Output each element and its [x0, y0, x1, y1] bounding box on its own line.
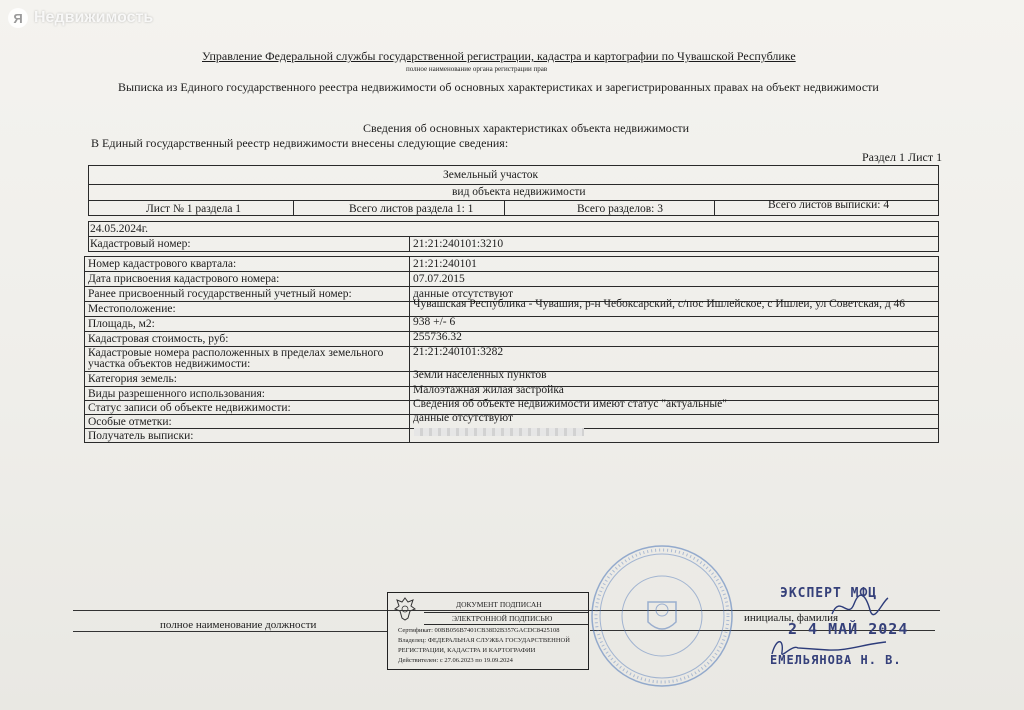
row-value: Земли населенных пунктов — [413, 369, 547, 381]
section-title: Сведения об основных характеристиках объекта недвижимости — [363, 121, 690, 135]
round-seal-icon — [588, 542, 736, 690]
agency-caption: полное наименование органа регистрации прав — [406, 65, 548, 73]
row-label: Местоположение: — [88, 303, 176, 315]
row-value: Малоэтажная жилая застройка — [413, 384, 564, 396]
row-value: данные отсутствуют — [413, 288, 513, 300]
cadastral-number: 21:21:240101:3210 — [413, 238, 504, 250]
eagle-emblem-icon — [394, 596, 416, 622]
object-type: Земельный участок — [443, 169, 539, 181]
row-label-line2: участка объектов недвижимости: — [88, 358, 251, 370]
document-title: Выписка из Единого государственного реестра недвижимости об основных характеристиках и зарегистрированных правах на объект недвижимости — [118, 80, 879, 94]
yandex-logo-icon: Я — [8, 8, 28, 28]
sheet-info-1: Лист № 1 раздела 1 — [146, 203, 242, 215]
row-label: Номер кадастрового квартала: — [88, 258, 237, 270]
stamp-name: ЕМЕЛЬЯНОВА Н. В. — [770, 653, 902, 667]
cadastral-label: Кадастровый номер: — [90, 238, 191, 250]
stamp-role: ЭКСПЕРТ МФЦ — [780, 586, 878, 601]
row-label: Категория земель: — [88, 373, 177, 385]
intro-text: В Единый государственный реестр недвижимости внесены следующие сведения: — [91, 136, 509, 150]
row-value: 21:21:240101:3282 — [413, 346, 504, 358]
esign-validity: Действителен: с 27.06.2023 по 19.09.2024 — [398, 657, 513, 664]
esign-certificate: Сертификат: 00BB056B7401CB38D2B357GACDC8425108 — [398, 627, 560, 634]
row-label: Особые отметки: — [88, 416, 172, 428]
position-caption: полное наименование должности — [160, 619, 317, 631]
agency-name: Управление Федеральной службы государственной регистрации, кадастра и картографии по Чувашской Республике — [202, 49, 796, 63]
handwritten-signature-icon — [768, 634, 888, 662]
row-label: Ранее присвоенный государственный учетный номер: — [88, 288, 352, 300]
sheet-info-4: Всего листов выписки: 4 — [768, 199, 890, 211]
row-value: Чувашская Республика - Чувашия, р-н Чебоксарский, с/пос Ишлейское, с Ишлеи, ул Советская, д 46 — [413, 298, 906, 310]
esign-owner-1: Владелец: ФЕДЕРАЛЬНАЯ СЛУЖБА ГОСУДАРСТВЕННОЙ — [398, 637, 570, 644]
row-label: Дата присвоения кадастрового номера: — [88, 273, 280, 285]
sheet-info-2: Всего листов раздела 1: 1 — [349, 203, 474, 215]
row-value: 07.07.2015 — [413, 273, 465, 285]
esign-owner-2: РЕГИСТРАЦИИ, КАДАСТРА И КАРТОГРАФИИ — [398, 647, 536, 654]
row-label: Статус записи об объекте недвижимости: — [88, 402, 291, 414]
row-value: 255736.32 — [413, 331, 462, 343]
extract-date: 24.05.2024г. — [90, 223, 149, 235]
watermark-text: Недвижимость — [34, 9, 154, 26]
object-type-caption: вид объекта недвижимости — [452, 186, 586, 198]
row-value: 21:21:240101 — [413, 258, 477, 270]
esign-title-1: ДОКУМЕНТ ПОДПИСАН — [456, 600, 542, 609]
watermark — [8, 8, 153, 28]
sheet-info-3: Всего разделов: 3 — [577, 203, 663, 215]
handwritten-signature-icon — [830, 592, 890, 622]
row-label-line1: Кадастровые номера расположенных в пределах земельного — [88, 347, 384, 359]
row-value: 938 +/- 6 — [413, 316, 456, 328]
row-value: Сведения об объекте недвижимости имеют статус "актуальные" — [413, 398, 727, 410]
redacted-recipient — [414, 428, 584, 436]
row-label: Площадь, м2: — [88, 318, 155, 330]
initials-caption: инициалы, фамилия — [744, 612, 839, 624]
row-label: Виды разрешенного использования: — [88, 388, 265, 400]
row-label: Получатель выписки: — [88, 430, 194, 442]
row-label: Кадастровая стоимость, руб: — [88, 333, 229, 345]
row-value: данные отсутствуют — [413, 412, 513, 424]
stamp-date: 2 4 МАЙ 2024 — [788, 620, 909, 638]
esign-title-2: ЭЛЕКТРОННОЙ ПОДПИСЬЮ — [452, 614, 553, 623]
sheet-reference: Раздел 1 Лист 1 — [862, 150, 943, 164]
electronic-signature-box — [387, 592, 589, 670]
